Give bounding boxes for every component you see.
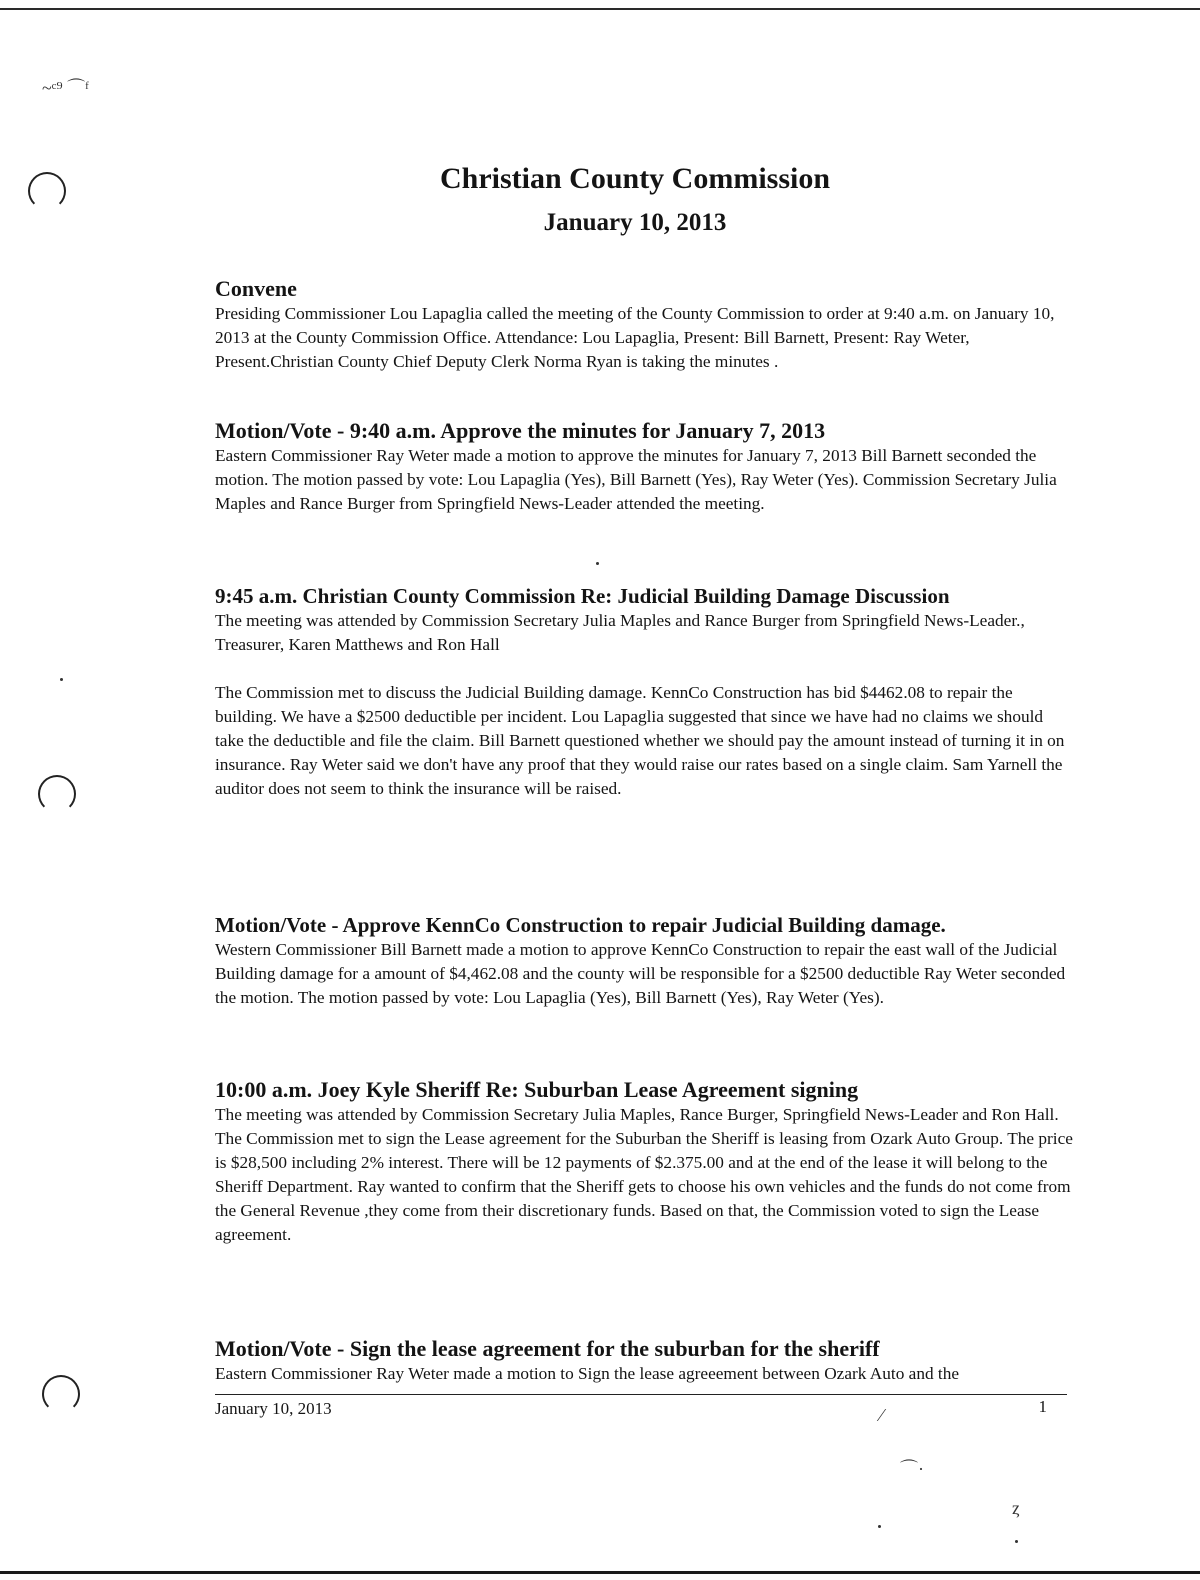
document-title: Christian County Commission: [439, 162, 831, 195]
section-body-continued: The Commission met to sign the Lease agreement for the Suburban the Sheriff is leasing from Ozark Auto Group. The price is $28,500 including 2% interest. There will be 12 payments of $2.375.00 and at the end of the lease it will belong to the Sheriff Department. Ray wanted to confirm that the Sheriff gets to choose his own vehicles and the funds do not come from the General Revenue ,they come from their discretionary funds. Based on that, the Commission voted to sign the Lease agreement.: [215, 1129, 1073, 1244]
punch-hole-middle: [38, 775, 76, 813]
section-heading: Motion/Vote - Approve KennCo Construction to repair Judicial Building damage.: [215, 913, 946, 937]
section-heading: 9:45 a.m. Christian County Commission Re: Judicial Building Damage Discussion: [215, 584, 950, 608]
speck: [596, 562, 599, 565]
speck: [878, 1525, 881, 1528]
section-suburban-lease: [215, 1077, 1075, 1247]
scan-mark: ~ᶜ⁹ ⌒ᶠ: [42, 78, 89, 98]
speck: [60, 678, 63, 681]
section-body: Presiding Commissioner Lou Lapaglia called the meeting of the County Commission to order at 9:40 a.m. on January 10, 2013 at the County Commission Office. Attendance: Lou Lapaglia, Present: Bill Barnett, Present: Ray Weter, Present.Christian County Chief Deputy Clerk Norma Ryan is taking the minutes .: [215, 304, 1055, 371]
section-body: The meeting was attended by Commission Secretary Julia Maples, Rance Burger, Springfield News-Leader and Ron Hall.: [215, 1105, 1059, 1124]
top-rule: [0, 8, 1200, 10]
section-body: Western Commissioner Bill Barnett made a motion to approve KennCo Construction to repair the east wall of the Judicial Building damage for a amount of $4,462.08 and the county will be responsible for a $2500 deductible Ray Weter seconded the motion. The motion passed by vote: Lou Lapaglia (Yes), Bill Barnett (Yes), Ray Weter (Yes).: [215, 940, 1066, 1007]
bottom-rule: [0, 1571, 1200, 1574]
scan-mark: ⌒·: [900, 1459, 924, 1479]
section-approve-kennco: [215, 912, 1075, 1010]
section-body-continued: The Commission met to discuss the Judicial Building damage. KennCo Construction has bid $4462.08 to repair the building. We have a $2500 deductible per incident. Lou Lapaglia suggested that since we have had no claims we should take the deductible and file the claim. Bill Barnett questioned whether we should pay the amount instead of turning it in on insurance. Ray Weter said we don't have any proof that they would raise our rates based on a single claim. Sam Yarnell the auditor does not seem to think the insurance will be raised.: [215, 683, 1065, 798]
speck: [1015, 1540, 1018, 1543]
document-date: January 10, 2013: [543, 209, 727, 236]
section-heading: Motion/Vote - Sign the lease agreement for the suburban for the sheriff: [215, 1336, 880, 1361]
scan-mark: ȥ: [1012, 1498, 1020, 1518]
section-judicial-building-discussion: [215, 583, 1075, 801]
page-footer: [215, 1394, 1067, 1418]
section-body: Eastern Commissioner Ray Weter made a motion to Sign the lease agreeement between Ozark Auto and the: [215, 1364, 960, 1383]
section-body: Eastern Commissioner Ray Weter made a motion to approve the minutes for January 7, 2013 Bill Barnett seconded the motion. The motion passed by vote: Lou Lapaglia (Yes), Bill Barnett (Yes), Ray Weter (Yes). Commission Secretary Julia Maples and Rance Burger from Springfield News-Leader attended the meeting.: [215, 446, 1057, 513]
scan-mark: ⁄: [880, 1405, 884, 1425]
section-convene: [215, 276, 1075, 374]
punch-hole-bottom: [42, 1375, 80, 1413]
section-heading: Convene: [215, 276, 297, 301]
section-heading: 10:00 a.m. Joey Kyle Sheriff Re: Suburban Lease Agreement signing: [215, 1077, 859, 1102]
page-number: 1: [1038, 1397, 1047, 1416]
section-approve-minutes: [215, 418, 1075, 516]
footer-date: January 10, 2013: [215, 1399, 332, 1418]
section-body: The meeting was attended by Commission Secretary Julia Maples and Rance Burger from Springfield News-Leader., Treasurer, Karen Matthews and Ron Hall: [215, 611, 1025, 654]
section-sign-lease: [215, 1336, 1075, 1386]
section-heading: Motion/Vote - 9:40 a.m. Approve the minutes for January 7, 2013: [215, 418, 826, 443]
